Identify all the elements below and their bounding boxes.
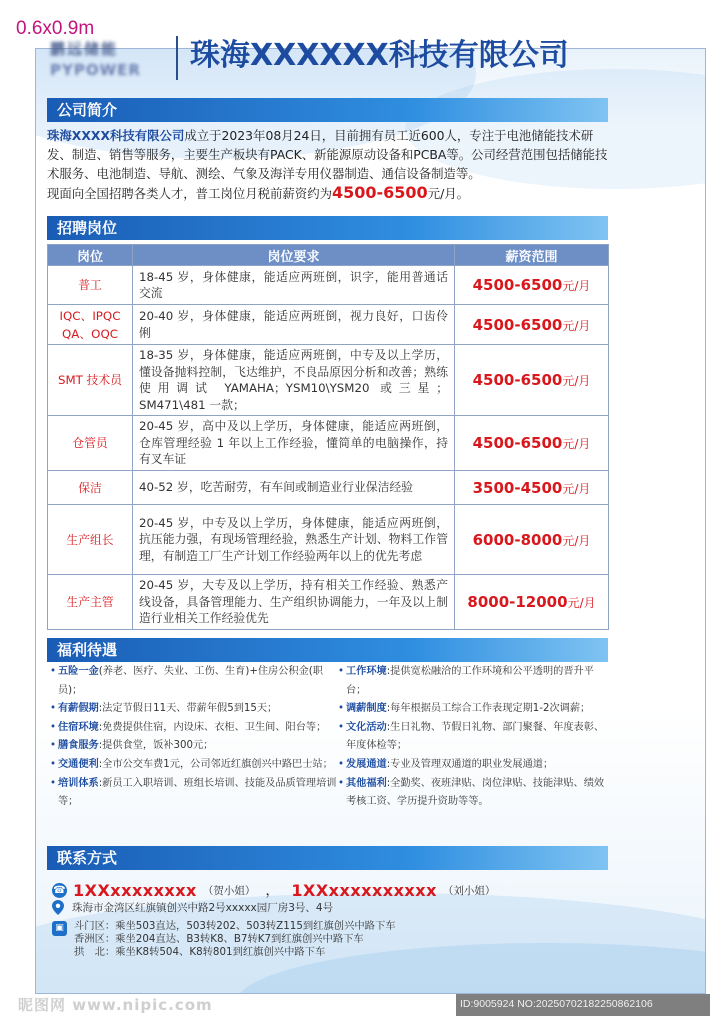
benefit-text: (养老、医疗、失业、工伤、生育)+住房公积金(职员)； — [58, 666, 323, 696]
benefit-item — [338, 756, 610, 775]
job-requirements: 20-45 岁，高中及以上学历，身体健康，能适应两班倒，仓库管理经验 1 年以上工作经验，懂简单的电脑操作，持有叉车证 — [133, 416, 455, 471]
route-line: 香洲区：乘坐204直达、B3转K8、B7转K7到红旗创兴中路下车 — [74, 932, 364, 945]
benefit-item — [50, 663, 340, 700]
contact-name-1: （贺小姐） — [202, 884, 256, 897]
salary-range: 4500-6500 — [472, 315, 563, 334]
job-title: 生产主管 — [48, 575, 133, 630]
job-salary — [455, 471, 609, 505]
intro-company-name: 珠海XXXX科技有限公司 — [47, 128, 185, 143]
table-header-row — [48, 245, 609, 266]
benefit-label: 培训体系 — [58, 777, 99, 789]
header-position: 岗位 — [48, 245, 133, 266]
benefit-label: 其他福利 — [346, 777, 387, 789]
benefit-item — [338, 775, 610, 812]
benefit-label: 工作环境 — [346, 666, 387, 677]
bus-routes — [74, 920, 396, 958]
job-salary — [455, 416, 609, 471]
bullet-icon: • — [338, 777, 345, 789]
benefit-item — [50, 700, 340, 719]
table-row — [48, 575, 609, 630]
bullet-icon: • — [50, 758, 57, 770]
benefit-text: :全勤奖、夜班津贴、岗位津贴、技能津贴、绩效考核工资、学历提升资助等等。 — [346, 777, 605, 808]
phone-number-2: 1XXxxxxxxxxxx — [291, 880, 437, 900]
salary-unit: 元/月 — [562, 437, 591, 451]
section-header-contact: 联系方式 — [47, 846, 608, 870]
phone-icon: ☎ — [53, 884, 66, 896]
phone-number-1: 1XXxxxxxxxx — [73, 880, 197, 900]
benefit-text: :全市公交车费1元，公司邻近红旗创兴中路巴士站； — [98, 758, 333, 770]
benefits-right-column — [338, 663, 610, 812]
bullet-icon: • — [338, 703, 345, 715]
company-logo — [50, 38, 158, 78]
contact-address — [52, 900, 333, 915]
job-requirements: 18-45 岁，身体健康，能适应两班倒，识字，能用普通话交流 — [133, 266, 455, 305]
bullet-icon: • — [338, 758, 345, 770]
logo-en-text: PYPOWER — [50, 61, 141, 79]
phone-separator: ， — [265, 883, 280, 899]
job-requirements: 20-40 岁，身体健康，能适应两班倒，视力良好，口齿伶俐 — [133, 305, 455, 345]
route-line: 斗门区：乘坐503直达，503转202、503转Z115到红旗创兴中路下车 — [74, 920, 396, 932]
job-salary — [455, 345, 609, 416]
job-salary — [455, 575, 609, 630]
header-requirements: 岗位要求 — [133, 245, 455, 266]
benefit-label: 五险一金 — [58, 666, 99, 677]
section-header-benefits: 福利待遇 — [47, 638, 608, 662]
bullet-icon: • — [338, 666, 345, 677]
salary-range: 4500-6500 — [472, 434, 563, 452]
watermark-site: 昵图网 www.nipic.com — [18, 996, 213, 1014]
job-requirements: 20-45 岁，中专及以上学历，身体健康，能适应两班倒，抗压能力强，有现场管理经验，熟悉生产计划、物料工作管理，有制造工厂生产计划工作经验两年以上的优先考虑 — [133, 505, 455, 575]
benefit-text: :法定节假日11天、带薪年假5到15天； — [98, 703, 278, 715]
company-intro — [47, 126, 617, 203]
salary-unit: 元/月 — [562, 318, 591, 333]
benefit-label: 调薪制度 — [346, 703, 387, 715]
address-text: 珠海市金湾区红旗镇创兴中路2号xxxxx园厂房3号、4号 — [72, 902, 334, 914]
benefit-item — [50, 737, 340, 756]
benefit-text: :生日礼物、节假日礼物、部门聚餐、年度表彰、年度体检等； — [346, 721, 605, 752]
intro-salary: 4500-6500 — [331, 183, 428, 202]
bus-icon-row — [52, 921, 73, 936]
salary-range: 4500-6500 — [472, 276, 563, 294]
salary-unit: 元/月 — [562, 374, 591, 388]
benefit-item — [50, 719, 340, 738]
table-row — [48, 305, 609, 345]
benefit-label: 膳食服务 — [58, 740, 99, 752]
salary-unit: 元/月 — [567, 596, 596, 610]
benefit-item — [50, 775, 340, 812]
bullet-icon: • — [50, 666, 57, 677]
salary-range: 3500-4500 — [472, 478, 563, 497]
size-label: 0.6x0.9m — [16, 18, 95, 39]
logo-cn-text: 鹏远储能 — [50, 40, 119, 58]
benefit-item — [338, 700, 610, 719]
bullet-icon: • — [50, 777, 57, 789]
bullet-icon: • — [338, 721, 345, 733]
intro-text: 成立于2023年08月24日，目前拥有员工近600人，专注于电池储能技术研发、制造、销售等服务，主要生产板块有PACK、新能源原动设备和PCBA等。公司经营范围包括储能技术服务、电池制造、导航、测绘、气象及海洋专用仪器制造、通信设备制造等。 — [47, 128, 608, 181]
benefit-label: 发展通道 — [346, 758, 387, 770]
bullet-icon: • — [50, 703, 57, 715]
bullet-icon: • — [50, 721, 57, 733]
benefit-item — [50, 756, 340, 775]
section-header-jobs: 招聘岗位 — [47, 216, 608, 240]
salary-range: 8000-12000 — [467, 593, 568, 611]
benefit-item — [338, 663, 610, 700]
benefit-label: 文化活动 — [346, 721, 387, 733]
table-row — [48, 345, 609, 416]
bus-icon: ▣ — [52, 921, 67, 936]
job-title: 保洁 — [48, 471, 133, 505]
location-pin-icon — [52, 900, 64, 915]
salary-range: 4500-6500 — [472, 371, 563, 389]
job-title: SMT 技术员 — [48, 345, 133, 416]
table-row — [48, 505, 609, 575]
benefits-left-column — [50, 663, 340, 812]
table-row — [48, 471, 609, 505]
salary-range: 6000-8000 — [472, 530, 563, 549]
benefit-text: :专业及管理双通道的职业发展通道； — [386, 758, 554, 770]
benefit-label: 住宿环境 — [58, 721, 99, 733]
jobs-table — [47, 244, 609, 630]
job-requirements: 40-52 岁，吃苦耐劳，有车间或制造业行业保洁经验 — [133, 471, 455, 505]
table-row — [48, 416, 609, 471]
route-line: 拱 北：乘坐K8转504、K8转801到红旗创兴中路下车 — [74, 945, 326, 958]
header-divider — [176, 36, 178, 80]
contact-name-2: （刘小姐） — [442, 884, 496, 897]
benefit-text: :每年根据员工综合工作表现定期1-2次调薪； — [386, 703, 591, 715]
benefit-text: :提供宽松融洽的工作环境和公平透明的晋升平台； — [346, 666, 594, 696]
benefit-text: :免费提供住宿，内设床、衣柜、卫生间、阳台等； — [98, 721, 327, 733]
intro-hiring-text: 现面向全国招聘各类人才，普工岗位月税前薪资约为 — [47, 186, 332, 201]
job-salary — [455, 505, 609, 575]
job-title: IQC、IPQC QA、OQC — [48, 305, 133, 345]
salary-unit: 元/月 — [562, 481, 591, 496]
job-requirements: 20-45 岁，大专及以上学历，持有相关工作经验、熟悉产线设备，具备管理能力、生产组织协调能力，一年及以上制造行业相关工作经验优先 — [133, 575, 455, 630]
salary-unit: 元/月 — [562, 533, 591, 548]
salary-unit: 元/月 — [562, 279, 591, 293]
section-header-intro: 公司简介 — [47, 98, 608, 122]
benefit-label: 有薪假期 — [58, 703, 99, 715]
job-salary — [455, 305, 609, 345]
table-row — [48, 266, 609, 305]
company-title: 珠海XXXXXX科技有限公司 — [190, 38, 569, 73]
intro-salary-unit: 元/月。 — [427, 186, 470, 201]
benefit-label: 交通便利 — [58, 758, 99, 770]
job-requirements: 18-35 岁，身体健康，能适应两班倒，中专及以上学历，懂设备抛料控制，飞达维护，不良品原因分析和改善；熟练使用调试 YAMAHA；YSM10\YSM20 或三星；SM471\481 一款； — [133, 345, 455, 416]
bullet-icon: • — [50, 740, 57, 752]
benefit-item — [338, 719, 610, 756]
job-title: 普工 — [48, 266, 133, 305]
job-title: 仓管员 — [48, 416, 133, 471]
header-salary: 薪资范围 — [455, 245, 609, 266]
benefit-text: :提供食堂，饭补300元； — [98, 740, 214, 752]
job-salary — [455, 266, 609, 305]
watermark-id: ID:9005924 NO:20250702182250862106 — [460, 998, 653, 1010]
benefit-text: :新员工入职培训、班组长培训、技能及品质管理培训等； — [58, 777, 337, 808]
job-title: 生产组长 — [48, 505, 133, 575]
contact-phones — [52, 880, 505, 900]
